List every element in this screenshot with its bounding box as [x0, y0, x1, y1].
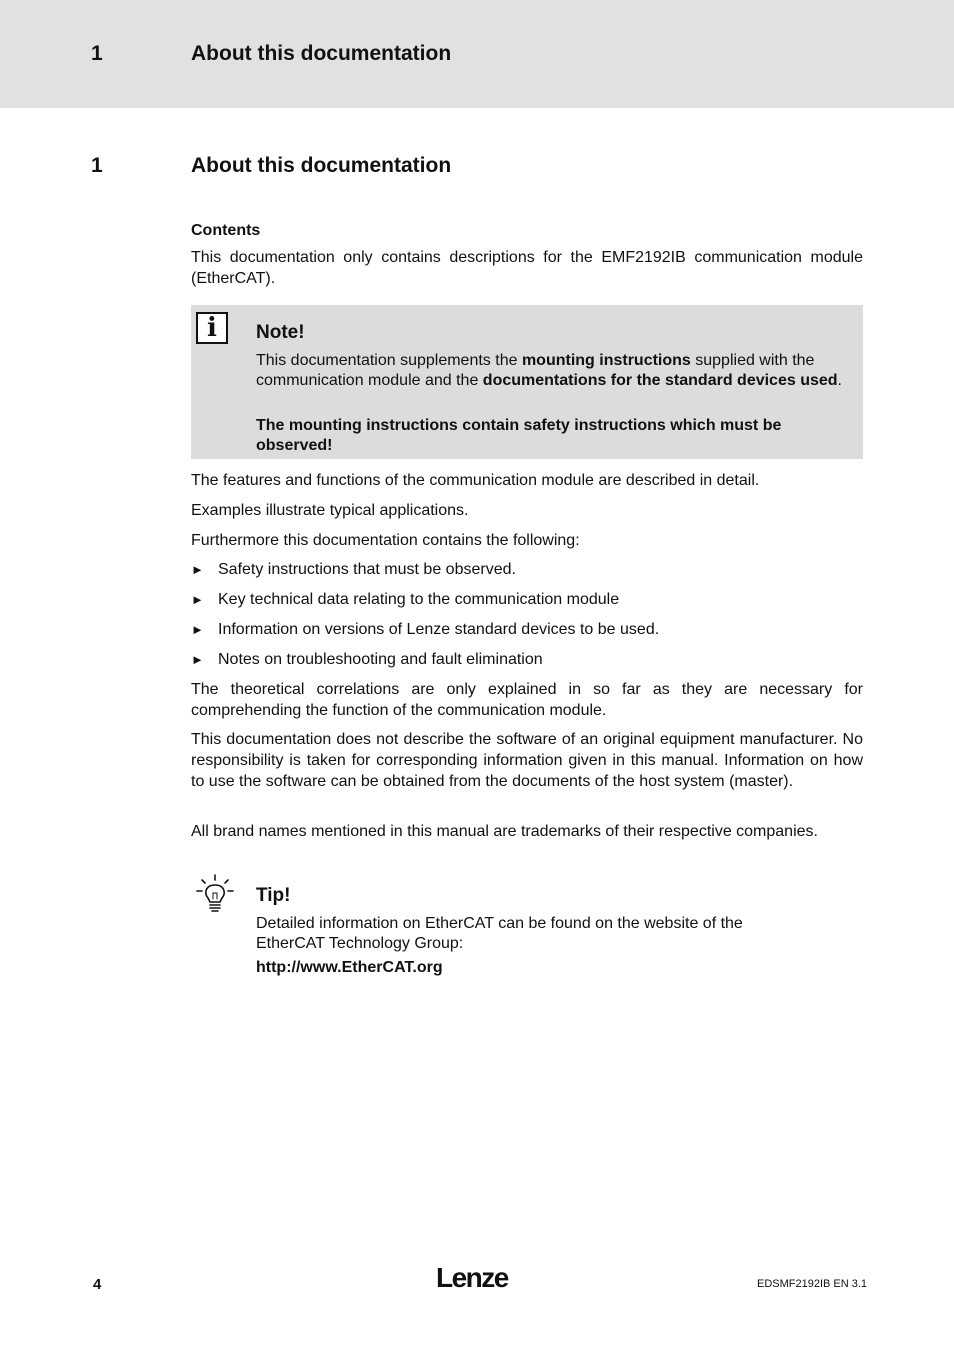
- note-title: Note!: [256, 322, 305, 343]
- paragraph-trademarks: All brand names mentioned in this manual are trademarks of their respective companies.: [191, 823, 818, 840]
- info-icon: i: [196, 312, 228, 344]
- bullet-arrow-icon: ►: [191, 562, 204, 577]
- paragraph-theory: The theoretical correlations are only explained in so far as they are necessary for comprehending the function of the communication module.: [191, 681, 863, 719]
- paragraph-software: This documentation does not describe the software of an original equipment manufacturer. No responsibility is taken for corresponding information given in this manual. Information on how to use the software can be obtained from the documents of the host system (master).: [191, 731, 863, 790]
- section-title: About this documentation: [191, 154, 452, 177]
- contents-text: This documentation only contains descriptions for the EMF2192IB communication module (EtherCAT).: [191, 249, 863, 287]
- lenze-logo: Lenze: [436, 1262, 508, 1293]
- section-number: 1: [91, 154, 103, 177]
- bullet-arrow-icon: ►: [191, 652, 204, 667]
- bullet-arrow-icon: ►: [191, 592, 204, 607]
- contents-heading: Contents: [191, 222, 261, 239]
- header-chapter-title: About this documentation: [191, 42, 452, 65]
- tip-text: Detailed information on EtherCAT can be found on the website of the EtherCAT Technology Group:: [256, 915, 743, 952]
- note-text: This documentation supplements the mounting instructions supplied with the communication module and the documentations for the standard devices used.: [256, 352, 842, 389]
- paragraph-features: The features and functions of the communication module are described in detail.: [191, 472, 760, 489]
- header-band: [0, 0, 954, 108]
- tip-title: Tip!: [256, 885, 291, 906]
- paragraph-examples: Examples illustrate typical applications.: [191, 502, 469, 519]
- lightbulb-icon: [194, 873, 236, 915]
- header-chapter-number: 1: [91, 42, 103, 65]
- paragraph-furthermore: Furthermore this documentation contains the following:: [191, 532, 580, 549]
- bullet-arrow-icon: ►: [191, 622, 204, 637]
- note-warning: The mounting instructions contain safety instructions which must be observed!: [256, 417, 782, 454]
- page-number: 4: [93, 1276, 102, 1293]
- tip-link[interactable]: http://www.EtherCAT.org: [256, 959, 443, 976]
- document-id: EDSMF2192IB EN 3.1: [757, 1278, 868, 1290]
